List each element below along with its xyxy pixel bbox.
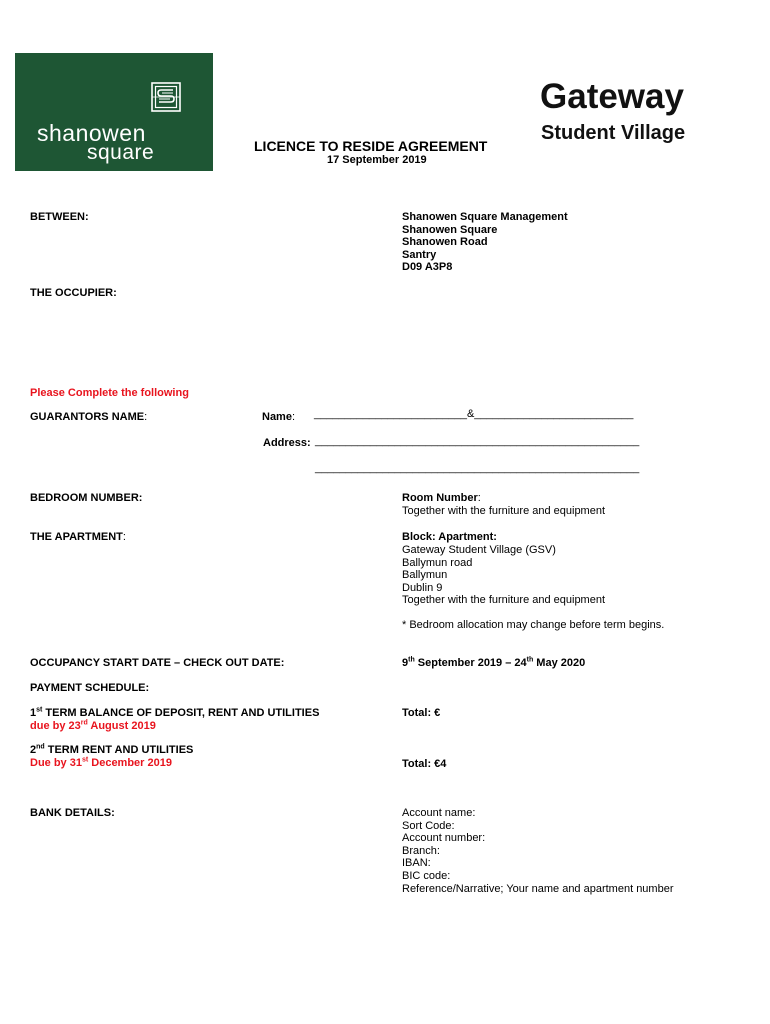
gateway-brand-subtitle: Student Village [541, 122, 686, 144]
term1-due-date: due by 23rd August 2019 [30, 719, 156, 732]
payment-schedule-label: PAYMENT SCHEDULE: [30, 682, 150, 694]
occupier-label: THE OCCUPIER: [30, 287, 117, 299]
bank-detail-line: Branch: [402, 844, 440, 857]
complete-notice: Please Complete the following [30, 387, 189, 399]
bank-detail-line: Sort Code: [402, 819, 455, 832]
gateway-brand-title: Gateway [540, 77, 684, 116]
occupancy-dates-label: OCCUPANCY START DATE – CHECK OUT DATE: [30, 657, 285, 669]
term1-total: Total: € [402, 707, 441, 719]
bank-detail-line: Reference/Narrative; Your name and apartment number [402, 882, 674, 895]
bank-details-list [402, 807, 674, 895]
bedroom-number-label: BEDROOM NUMBER: [30, 492, 143, 504]
logo-text-shanowen: shanowen [37, 120, 146, 146]
shanowen-square-mark-icon [151, 82, 181, 112]
term2-total: Total: €4 [402, 758, 447, 770]
address-line: Shanowen Square Management [402, 211, 568, 223]
landlord-address [402, 211, 568, 274]
address-line: Shanowen Road [402, 236, 488, 249]
address-line: Santry [402, 248, 437, 261]
guarantor-name-field[interactable]: _________________________&__________________________ [314, 408, 634, 420]
room-number-value: Room Number: [402, 492, 481, 504]
bedroom-allocation-note: * Bedroom allocation may change before term begins. [402, 619, 665, 631]
room-furniture-note: Together with the furniture and equipment [402, 505, 606, 517]
document-date: 17 September 2019 [327, 154, 427, 166]
apartment-line: Dublin 9 [402, 581, 443, 594]
apartment-line: Gateway Student Village (GSV) [402, 544, 556, 556]
term1-title: 1st TERM BALANCE OF DEPOSIT, RENT AND UTILITIES [30, 706, 320, 719]
between-label: BETWEEN: [30, 211, 89, 223]
occupancy-dates-value: 9th September 2019 – 24th May 2020 [402, 656, 586, 669]
apartment-line: Together with the furniture and equipment [402, 594, 606, 607]
term2-title: 2nd TERM RENT AND UTILITIES [30, 743, 194, 756]
bank-details-label: BANK DETAILS: [30, 807, 115, 819]
bank-detail-line: Account name: [402, 807, 476, 819]
bank-detail-line: IBAN: [402, 857, 431, 870]
apartment-heading: Block: Apartment: [402, 531, 497, 543]
document-title: LICENCE TO RESIDE AGREEMENT [254, 138, 488, 154]
apartment-address [402, 544, 605, 607]
address-line: D09 A3P8 [402, 261, 453, 274]
bank-detail-line: BIC code: [402, 869, 451, 882]
apartment-line: Ballymun road [402, 556, 473, 569]
logo-text-square: square [87, 141, 155, 164]
shanowen-square-logo [15, 53, 213, 171]
term2-due-date: Due by 31st December 2019 [30, 756, 172, 769]
apartment-line: Ballymun [402, 569, 448, 582]
guarantors-name-label: GUARANTORS NAME: [30, 411, 148, 423]
address-line: Shanowen Square [402, 223, 498, 236]
guarantor-address-field[interactable]: _____________________________________________________ [315, 435, 640, 447]
bank-detail-line: Account number: [402, 832, 486, 845]
apartment-label: THE APARTMENT: [30, 531, 126, 543]
guarantor-address-label: Address: [263, 437, 311, 449]
guarantor-address-field-2[interactable]: _____________________________________________________ [315, 462, 640, 474]
guarantor-name-label: Name: [262, 411, 296, 423]
